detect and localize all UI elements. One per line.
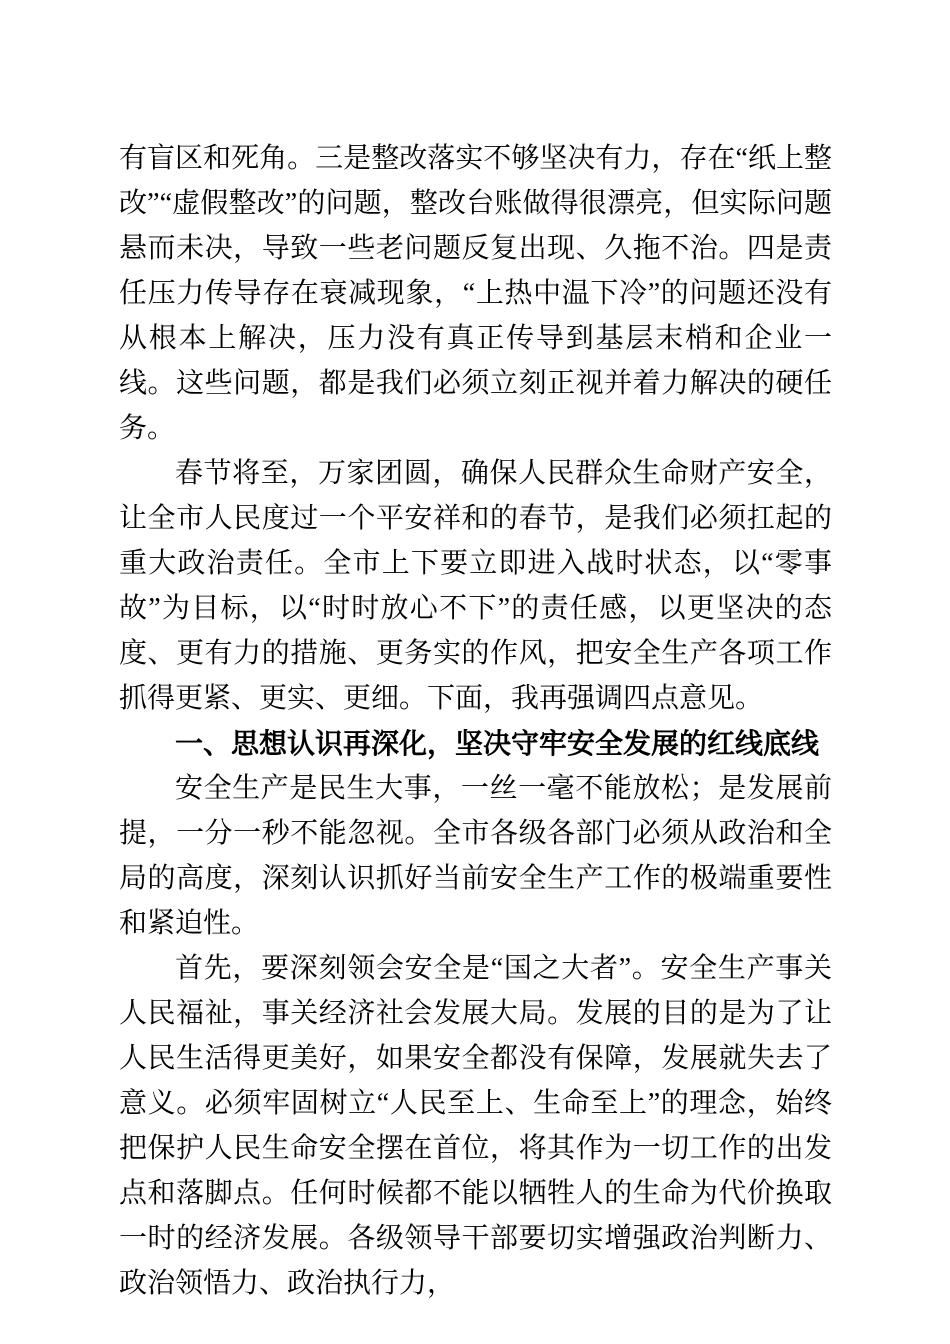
- paragraph-continuation: 有盲区和死角。三是整改落实不够坚决有力，存在“纸上整改”“虚假整改”的问题，整改台账做得很漂亮，但实际问题悬而未决，导致一些老问题反复出现、久拖不治。四是责任压力传导存在衰减现象，“上热中温下冷”的问题还没有从根本上解决，压力没有真正传导到基层末梢和企业一线。这些问题，都是我们必须立刻正视并着力解决的硬任务。: [119, 143, 832, 444]
- document-content: [119, 136, 832, 1306]
- paragraph: 春节将至，万家团圆，确保人民群众生命财产安全，让全市人民度过一个平安祥和的春节，是我们必须扛起的重大政治责任。全市上下要立即进入战时状态，以“零事故”为目标，以“时时放心不下”的责任感，以更坚决的态度、更有力的措施、更务实的作风，把安全生产各项工作抓得更紧、更实、更细。下面，我再强调四点意见。: [119, 458, 832, 714]
- paragraph: 首先，要深刻领会安全是“国之大者”。安全生产事关人民福祉，事关经济社会发展大局。发展的目的是为了让人民生活得更美好，如果安全都没有保障，发展就失去了意义。必须牢固树立“人民至上、生命至上”的理念，始终把保护人民生命安全摆在首位，将其作为一切工作的出发点和落脚点。任何时候都不能以牺牲人的生命为代价换取一时的经济发展。各级领导干部要切实增强政治判断力、政治领悟力、政治执行力，: [119, 953, 832, 1299]
- paragraph: 安全生产是民生大事，一丝一毫不能放松；是发展前提，一分一秒不能忽视。全市各级各部门必须从政治和全局的高度，深刻认识抓好当前安全生产工作的极端重要性和紧迫性。: [119, 773, 832, 939]
- section-heading: 一、思想认识再深化，坚决守牢安全发展的红线底线: [175, 728, 820, 759]
